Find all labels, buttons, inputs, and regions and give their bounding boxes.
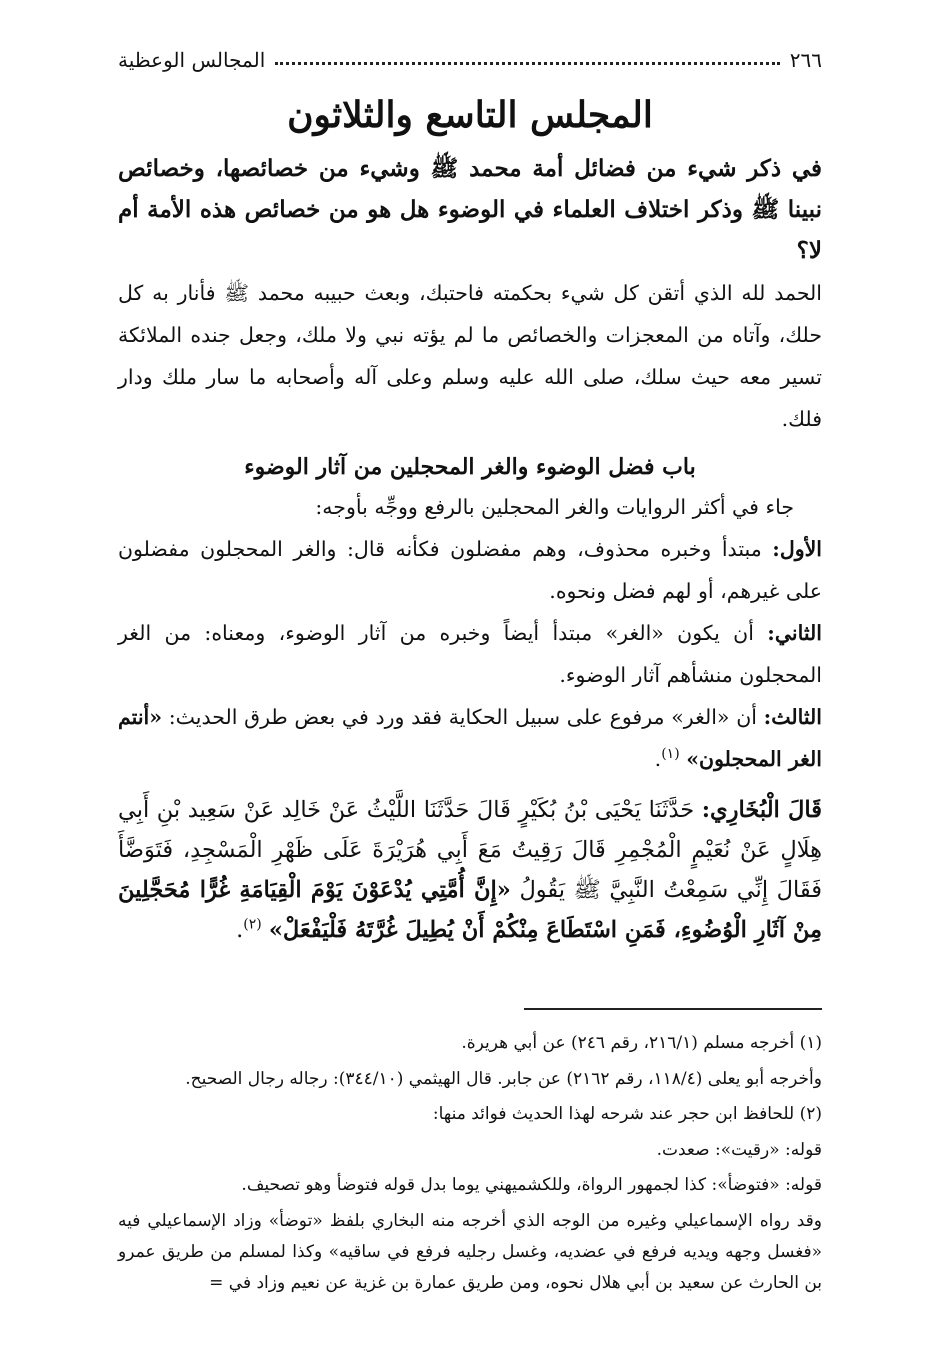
point-third xyxy=(118,696,822,780)
footnote-line: قوله: «فتوضأ»: كذا لجمهور الرواة، وللكشميهني يوما بدل قوله فتوضأ وهو تصحيف. xyxy=(241,1175,822,1196)
hadith-chain: حَدَّثَنَا يَحْيَى بْنُ بُكَيْرٍ قَالَ حَدَّثَنَا اللَّيْثُ عَنْ خَالِد عَنْ سَعِيد بْنِ أَبِي هِلَالٍ عَنْ نُعَيْمٍ الْمُجْمِرِ قَالَ رَقِيتُ مَعَ أَبِي هُرَيْرَةَ عَلَى ظَهْرِ الْمَسْجِدِ، فَتَوَضَّأَ فَقَالَ إِنِّي سَمِعْتُ النَّبِيَّ ﷺ يَقُولُ xyxy=(118,797,822,904)
footnotes xyxy=(118,1028,822,1300)
intro-paragraph: الحمد لله الذي أتقن كل شيء بحكمته فاحتبك، وبعث حبيبه محمد ﷺ فأنار به كل حلك، وآتاه من المعجزات والخصائص ما لم يؤته نبي ولا ملك، وجعل جنده الملائكة تسير معه حيث سلك، صلى الله عليه وسلم وعلى آله وأصحابه ما سار ملك ودار فلك. xyxy=(118,281,822,432)
hadith-source-label: قَالَ الْبُخَارِي: xyxy=(701,797,822,824)
page-number: ٢٦٦ xyxy=(789,48,822,72)
hadith-text: «إِنَّ أُمَّتِي يُدْعَوْنَ يَوْمَ الْقِيَامَةِ غُرًّا مُحَجَّلِينَ مِنْ آثَارِ الْوُضُوءِ، فَمَنِ اسْتَطَاعَ مِنْكُمْ أَنْ يُطِيلَ غُرَّتَهُ فَلْيَفْعَلْ» xyxy=(118,877,822,944)
footnote-line: (١) أخرجه مسلم (٢١٦/١، رقم ٢٤٦) عن أبي هريرة. xyxy=(461,1033,822,1054)
footnote-reference: (١) xyxy=(661,746,680,763)
section-heading: باب فضل الوضوء والغر المحجلين من آثار الوضوء xyxy=(244,454,696,481)
header-dotted-leader xyxy=(275,62,780,65)
point-label: الثالث: xyxy=(763,705,822,730)
chapter-title: المجلس التاسع والثلاثون xyxy=(287,94,653,136)
book-title: المجالس الوعظية xyxy=(118,48,266,72)
sentence-end: . xyxy=(654,747,662,772)
hadith-quote: «أنتم الغر المحجلون» xyxy=(118,705,822,772)
footnote-line: وقد رواه الإسماعيلي وغيره من الوجه الذي أخرجه منه البخاري بلفظ «توضأ» وزاد الإسماعيلي فيه «فغسل وجهه ويديه فرفع في عضديه، وغسل رجليه فرفع في ساقيه» وكذا لمسلم من طريق عمرو بن الحارث عن سعيد بن أبي هلال نحوه، ومن طريق عمارة بن غزية عن نعيم وزاد في = xyxy=(118,1210,822,1294)
point-label: الأول: xyxy=(772,537,822,562)
footnote-separator xyxy=(524,1008,822,1010)
hadith-paragraph xyxy=(118,790,822,950)
footnote-reference: (٢) xyxy=(243,916,262,933)
footnote-line: (٢) للحافظ ابن حجر عند شرحه لهذا الحديث فوائد منها: xyxy=(432,1104,822,1125)
running-header xyxy=(118,40,822,80)
sentence-end: . xyxy=(236,917,244,944)
point-text: أن يكون «الغر» مبتدأ أيضاً وخبره من آثار الوضوء، ومعناه: من الغر المحجلون منشأهم آثار الوضوء. xyxy=(118,621,822,688)
footnote-line: وأخرجه أبو يعلى (١١٨/٤، رقم ٢١٦٢) عن جابر. قال الهيثمي (٣٤٤/١٠): رجاله رجال الصحيح. xyxy=(185,1068,822,1089)
point-label: الثاني: xyxy=(767,621,822,646)
section-intro: جاء في أكثر الروايات والغر المحجلين بالرفع ووجِّه بأوجه: xyxy=(315,495,794,520)
point-first xyxy=(118,528,822,612)
point-text: مبتدأ وخبره محذوف، وهم مفضلون فكأنه قال: والغر المحجلون مفضلون على غيرهم، أو لهم فضل ونحوه. xyxy=(118,537,822,604)
point-second xyxy=(118,612,822,696)
footnote-line: قوله: «رقيت»: صعدت. xyxy=(656,1139,822,1160)
point-text: أن «الغر» مرفوع على سبيل الحكاية فقد ورد في بعض طرق الحديث: xyxy=(162,705,764,730)
chapter-subtitle: في ذكر شيء من فضائل أمة محمد ﷺ وشيء من خصائصها، وخصائص نبينا ﷺ وذكر اختلاف العلماء في الوضوء هل هو من خصائص هذه الأمة أم لا؟ xyxy=(118,155,822,265)
